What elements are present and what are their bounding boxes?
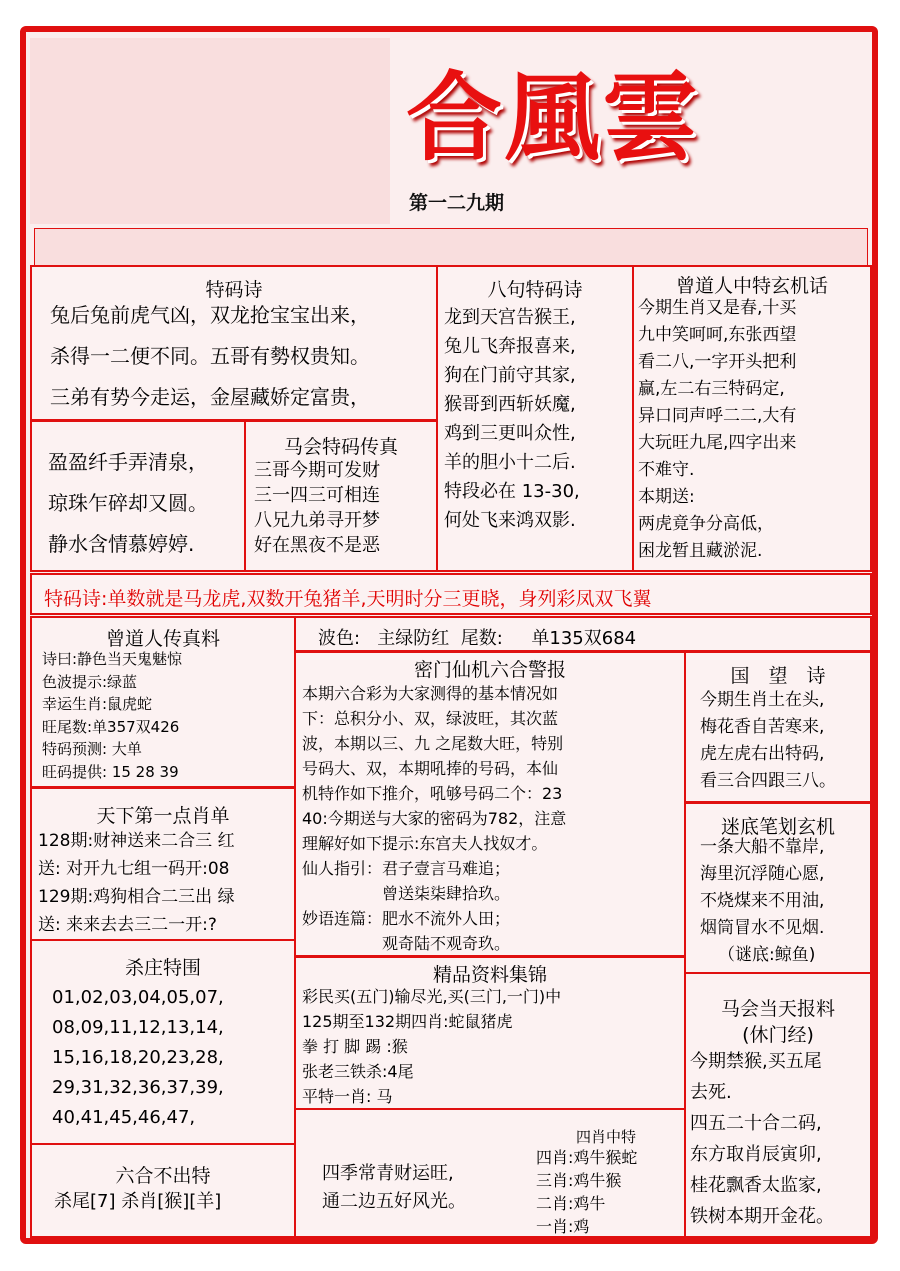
first-point-section [30, 787, 296, 941]
text-line: 大玩旺九尾,四字出来 [638, 433, 797, 453]
xiao-line: 四肖:鸡牛猴蛇 [536, 1148, 638, 1167]
section-title: 八句特码诗 [487, 279, 583, 301]
poem-line: 三弟有势今走运，金屋藏娇定富贵， [50, 385, 370, 409]
eight-line-poem-section [436, 265, 634, 572]
tail-label: 尾数: [460, 628, 503, 649]
number-line: 15,16,18,20,23,28, [52, 1047, 224, 1068]
number-line: 08,09,11,12,13,14, [52, 1017, 224, 1038]
poem-line: 狗在门前守其家, [444, 365, 576, 386]
text-line: 两虎竟争分高低， [638, 514, 774, 534]
fax-line: 八兄九弟寻开梦 [254, 510, 380, 531]
number-line: 40,41,45,46,47, [52, 1107, 196, 1128]
wave-value: 主绿防红 [377, 628, 450, 649]
text-line: 桂花飘香太监家, [690, 1175, 822, 1196]
text-line: 仙人指引：君子壹言马难追； [302, 859, 511, 878]
poem-line: 杀得一二便不同。五哥有勢权贵知。 [50, 344, 370, 368]
fax-line: 幸运生肖:鼠虎蛇 [42, 695, 153, 713]
text-line: 四五二十合二码, [690, 1113, 822, 1134]
xiao-line: 一肖:鸡 [536, 1217, 590, 1236]
special-poem: 特码诗:单数就是马龙虎,双数开兔猪羊,天明时分三更晓，身列彩凤双飞翼 [44, 588, 652, 610]
wave-label: 波色: [318, 628, 361, 649]
text-line: 本期送: [638, 487, 695, 507]
special-poem-strip [30, 573, 872, 615]
text-line: 九中笑呵呵,东张西望 [638, 325, 797, 345]
issue-number: 第一二九期 [409, 192, 505, 214]
text-line: 张老三铁杀:4尾 [302, 1062, 414, 1081]
fax-line: 旺尾数:单357双426 [42, 717, 180, 736]
poem-line: 何处飞来鸿双影. [444, 510, 576, 531]
text-line: 异口同声呼二二,大有 [638, 406, 797, 426]
logo-placeholder [30, 38, 390, 224]
poem-section [30, 265, 438, 421]
section-title: 四肖中特 [576, 1128, 637, 1146]
text-line: 妙语连篇：肥水不流外人田； [302, 909, 511, 928]
text-line: 129期:鸡狗相合二三出 绿 [38, 887, 235, 907]
riddle-lines [638, 295, 796, 565]
number-lines [52, 983, 224, 1133]
riddle-line: 烟筒冒水不见烟. [700, 918, 825, 938]
riddle-line: 一条大船不靠岸, [700, 837, 825, 857]
xiao-line: 二肖:鸡牛 [536, 1194, 606, 1213]
text-line: 波，本期以三、九 之尾数大旺，特别 [302, 734, 564, 753]
section-title: 杀庄特围 [124, 957, 201, 979]
wave-color-strip [294, 616, 872, 652]
poem-section-2 [30, 420, 246, 572]
text-line: 曾送柒柒肆拾玖。 [302, 884, 511, 903]
text-line: 通二边五好风光。 [322, 1191, 466, 1212]
riddle-answer: （谜底:鲸鱼) [718, 945, 816, 965]
mahui-fax-section [244, 420, 438, 572]
number-line: 01,02,03,04,05,07, [52, 987, 224, 1008]
no-special-section [30, 1143, 296, 1238]
mahui-today-section [684, 972, 872, 1238]
newspaper-frame [20, 26, 878, 1244]
text-line: 今期禁猴,买五尾 [690, 1051, 822, 1072]
text-line: 赢,左二右三特码定, [638, 379, 785, 399]
poem-line: 特段必在 13-30, [444, 481, 580, 502]
poem-lines [700, 687, 836, 795]
guowang-poem-section [684, 651, 872, 803]
section-title: 特码诗 [205, 279, 263, 301]
poem-lines [444, 303, 580, 535]
section-title: 曾道人中特玄机话 [675, 275, 828, 297]
tail-value: 单135双684 [531, 628, 637, 649]
text-line: 40:今期送与大家的密码为782，注意 [302, 809, 567, 828]
text-line: 铁树本期开金花。 [690, 1206, 834, 1227]
xiao-line: 三肖:鸡牛猴 [536, 1171, 622, 1190]
fax-line: 好在黑夜不是恶 [254, 535, 380, 556]
section-title: 马会特码传真 [283, 436, 398, 458]
riddle-line: 海里沉浮随心愿, [700, 864, 825, 884]
poem-line: 梅花香自苦寒来, [700, 717, 825, 737]
text-line: 东方取肖辰寅卯, [690, 1144, 822, 1165]
section-subtitle: (休门经) [742, 1024, 814, 1046]
riddle-section [684, 802, 872, 974]
season-lines [322, 1160, 466, 1216]
text-line: 今期生肖又是春,十买 [638, 298, 797, 318]
kill-numbers-section [30, 939, 296, 1145]
poem-lines [48, 442, 208, 565]
poem-line: 猴哥到西斩妖魔, [444, 394, 576, 415]
fax-line: 三一四三可相连 [254, 485, 380, 506]
text-line: 去死. [690, 1082, 732, 1103]
section-title: 六合不出特 [115, 1165, 211, 1187]
text-line: 机特作如下推介，吼够号码二个：23 [302, 784, 563, 803]
alert-lines [302, 681, 566, 956]
header-banner [34, 228, 868, 266]
text-line: 观奇陆不观奇玖。 [302, 934, 511, 953]
info-lines [302, 984, 561, 1109]
section-title: 国 望 诗 [730, 665, 826, 687]
section-title: 密门仙机六合警报 [413, 659, 566, 681]
poem-line: 兔儿飞奔报喜来, [444, 336, 576, 357]
fax-line: 色波提示:绿蓝 [42, 672, 138, 691]
four-xiao-section [294, 1108, 686, 1238]
text-line: 平特一肖: 马 [302, 1087, 393, 1106]
fax-line: 旺码提供: 15 28 39 [42, 762, 179, 781]
poem-line: 盈盈纤手弄清泉， [48, 450, 208, 474]
zeng-daoren-section [632, 265, 872, 572]
secret-alert-section [294, 651, 686, 957]
text-line: 四季常青财运旺, [322, 1163, 454, 1184]
section-title: 天下第一点肖单 [96, 805, 230, 827]
poem-line: 龙到天宫告猴王, [444, 307, 576, 328]
fax-line: 三哥今期可发财 [254, 460, 380, 481]
text-line: 下：总积分小、双，绿波旺，其次蓝 [302, 709, 559, 728]
xiao-lines [536, 1146, 637, 1238]
fax-lines [42, 648, 182, 783]
riddle-line: 不烧煤来不用油, [700, 891, 825, 911]
section-title: 精品资料集锦 [432, 964, 547, 986]
section-title: 迷底笔划玄机 [720, 816, 835, 838]
poem-line: 兔后兔前虎气凶，双龙抢宝宝出来， [50, 303, 370, 327]
text-line: 128期:财神送来二合三 红 [38, 831, 235, 851]
fax-line: 诗曰:静色当天鬼魅惊 [42, 650, 183, 668]
poem-line: 今期生肖土在头, [700, 690, 825, 710]
poem-lines [50, 295, 370, 418]
text-line: 125期至132期四肖:蛇鼠猪虎 [302, 1012, 513, 1031]
text-line: 送: 来来去去三二一开:? [38, 915, 217, 935]
jingpin-section [294, 956, 686, 1110]
riddle-lines [700, 834, 824, 969]
report-lines [690, 1046, 834, 1232]
text-line: 看二八,一字开头把利 [638, 352, 797, 372]
masthead-logo: 合風雲 [406, 61, 700, 174]
text-line: 拳 打 脚 踢 :猴 [302, 1037, 408, 1056]
number-line: 29,31,32,36,37,39, [52, 1077, 224, 1098]
poem-line: 鸡到三更叫众性, [444, 423, 576, 444]
poem-line: 琼珠乍碎却又圆。 [48, 491, 208, 515]
text-line: 送: 对开九七组一码开:08 [38, 859, 230, 879]
poem-line: 羊的胆小十二后. [444, 452, 576, 473]
text-line: 不难守. [638, 460, 695, 480]
fax-line: 特码预测: 大单 [42, 740, 142, 758]
text-line: 彩民买(五门)输尽光,买(三门,一门)中 [302, 987, 562, 1006]
text-line: 理解好如下提示:东宫夫人找奴才。 [302, 834, 548, 853]
poem-line: 看三合四跟三八。 [700, 771, 836, 791]
text-line: 本期六合彩为大家测得的基本情况如 [302, 684, 559, 703]
fax-lines [254, 458, 380, 558]
zeng-fax-section [30, 616, 296, 788]
point-lines [38, 827, 235, 939]
poem-line: 静水含情慕婷婷. [48, 532, 195, 556]
section-title: 曾道人传真料 [105, 628, 220, 650]
poem-line: 虎左虎右出特码, [700, 744, 825, 764]
wave-row [318, 624, 636, 650]
kill-line: 杀尾[7] 杀肖[猴][羊] [54, 1191, 222, 1212]
section-title: 马会当天报料 [720, 998, 835, 1020]
text-line: 号码大、双，本期吼捧的号码，本仙 [302, 759, 559, 778]
text-line: 困龙暂且藏淤泥. [638, 541, 763, 561]
